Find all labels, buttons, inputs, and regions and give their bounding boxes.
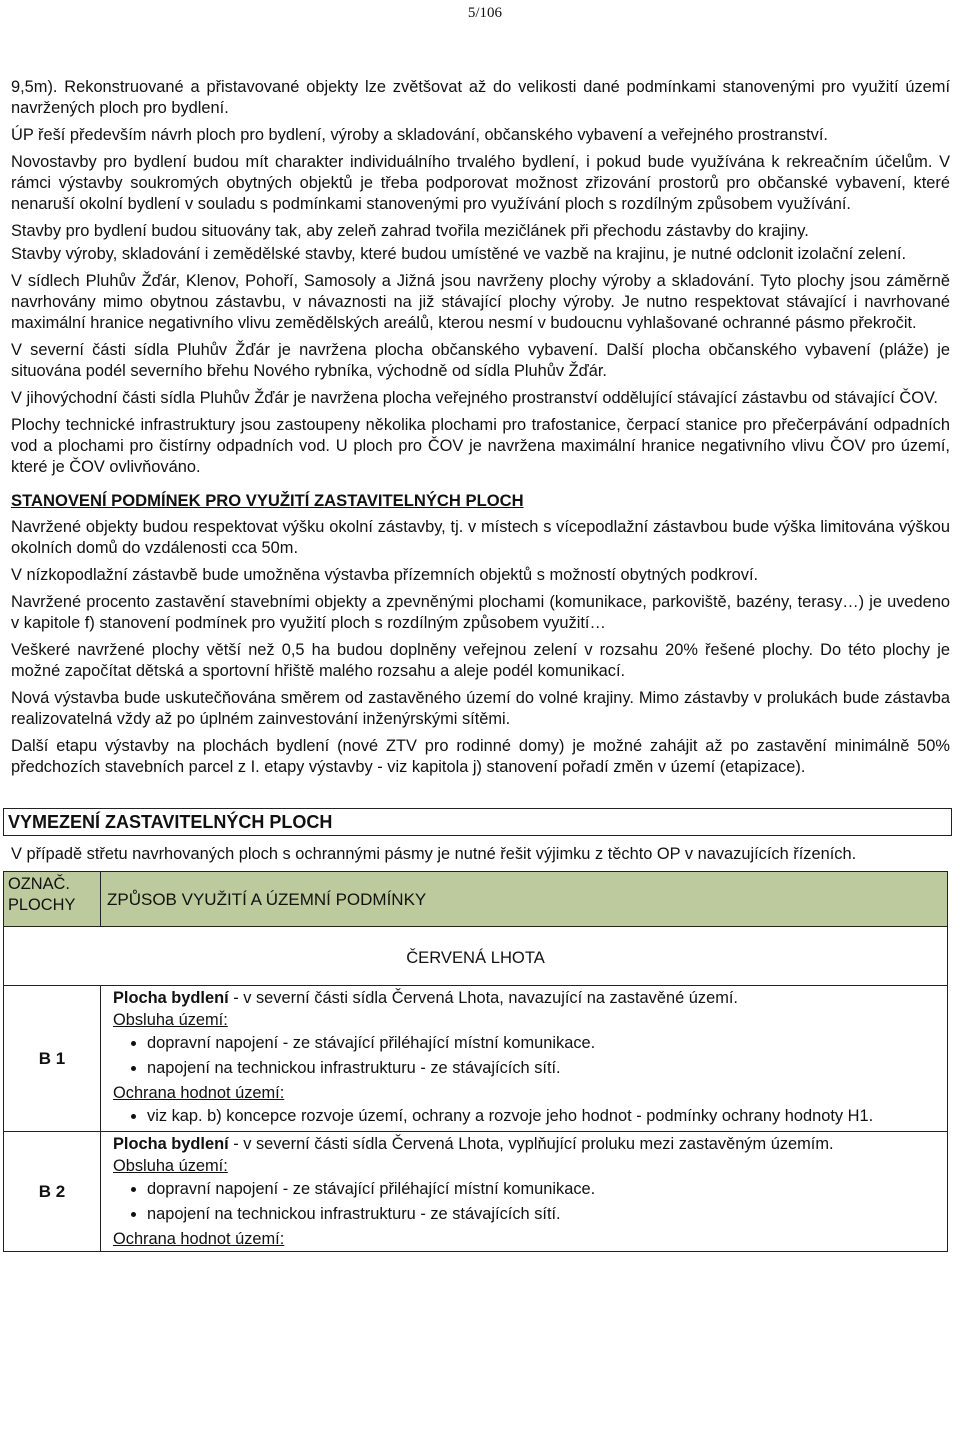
area-title-rest: - v severní části sídla Červená Lhota, navazující na zastavěné území. [228,989,738,1007]
boxed-heading: VYMEZENÍ ZASTAVITELNÝCH PLOCH [3,808,952,836]
protection-list [113,1106,939,1127]
list-item: • dopravní napojení - ze stávající přiléhající místní komunikace. [147,1033,939,1054]
list-item: • napojení na technickou infrastrukturu - ze stávajících sítí. [147,1204,939,1225]
page-content [8,77,950,1252]
paragraph: Navržené procento zastavění stavebními objekty a zpevněnými plochami (komunikace, parkoviště, bazény, terasy…) je uvedeno v kapitole f) stanovení podmínek pro využití ploch s rozdílným způsobem využití… [11,593,950,632]
paragraph: Navržené objekty budou respektovat výšku okolní zástavby, tj. v místech s vícepodlažní zástavbou bude výška limitována výškou okolních domů do vzdálenosti cca 50m. [11,518,950,557]
header-usage-cell: ZPŮSOB VYUŽITÍ A ÚZEMNÍ PODMÍNKY [101,872,948,927]
area-title [113,1134,939,1155]
list-item: • viz kap. b) koncepce rozvoje území, ochrany a rozvoje jeho hodnot - podmínky ochrany hodnoty H1. [147,1106,939,1127]
header-code-line1: OZNAČ. [8,875,70,893]
table-row [4,1132,948,1252]
area-code: B 1 [4,986,101,1132]
service-list [113,1033,939,1079]
area-title [113,988,939,1009]
area-title-bold: Plocha bydlení [113,1135,229,1153]
area-code: B 2 [4,1132,101,1252]
paragraph: Veškeré navržené plochy větší než 0,5 ha budou doplněny veřejnou zelení v rozsahu 20% řešené plochy. Do této plochy je možné započítat dětská a sportovní hřiště malého rozsahu a aleje podél komunikací. [11,641,950,680]
area-title-rest: - v severní části sídla Červená Lhota, vyplňující proluku mezi zastavěným územím. [228,1135,834,1153]
paragraph: Plochy technické infrastruktury jsou zastoupeny několika plochami pro trafostanice, čerpací stanice pro přečerpávání odpadních vod a plochami pro čistírny odpadních vod. U ploch pro ČOV je navržena maximální hranice negativního vlivu ČOV pro území, které je ČOV ovlivňováno. [11,416,950,476]
paragraph: Stavby pro bydlení budou situovány tak, aby zeleň zahrad tvořila mezičlánek při přechodu zástavby do krajiny. [11,222,809,240]
table-header-row [4,872,948,927]
header-code-line2: PLOCHY [8,896,76,914]
table-row [4,986,948,1132]
areas-table [3,871,948,1252]
paragraph: V jihovýchodní části sídla Pluhův Žďár je navržena plocha veřejného prostranství oddělující stávající zástavbu od stávající ČOV. [11,389,938,407]
table-section-row [4,927,948,986]
header-code-cell [4,872,101,927]
paragraph: 9,5m). Rekonstruované a přistavované objekty lze zvětšovat až do velikosti dané podmínkami stanovenými pro využití území navržených ploch pro bydlení. [11,78,950,117]
list-item: • napojení na technickou infrastrukturu - ze stávajících sítí. [147,1058,939,1079]
paragraph: Další etapu výstavby na plochách bydlení (nové ZTV pro rodinné domy) je možné zahájit až po zastavění minimálně 50% předchozích stavebních parcel z I. etapy výstavby - viz kapitola j) stanovení pořadí změn v území (etapizace). [11,737,950,776]
section-name: ČERVENÁ LHOTA [4,927,948,986]
list-item: • dopravní napojení - ze stávající přiléhající místní komunikace. [147,1179,939,1200]
paragraph: Nová výstavba bude uskutečňována směrem od zastavěného území do volné krajiny. Mimo zástavby v prolukách bude zástavba realizovatelná vždy až po úplném zainvestování inženýrskými sítěmi. [11,689,950,728]
paragraph: Novostavby pro bydlení budou mít charakter individuálního trvalého bydlení, i pokud bude využívána k rekreačním účelům. V rámci výstavby soukromých obytných objektů je třeba podporovat možnost zřizování prostorů pro občanské vybavení, které nenaruší okolní bydlení v souladu s podmínkami stanovenými pro využívání ploch s rozdílným způsobem využívání. [11,153,950,213]
paragraph: Stavby výroby, skladování i zemědělské stavby, které budou umístěné ve vazbě na krajinu, je nutné odclonit izolační zelení. [11,245,906,263]
paragraph: V sídlech Pluhův Žďár, Klenov, Pohoří, Samosoly a Jižná jsou navrženy plochy výroby a skladování. Tyto plochy jsou záměrně navrhovány mimo obytnou zástavbu, v návaznosti na již stávající plochy výroby. Je nutno respektovat stávající i navrhované maximální hranice negativního vlivu zemědělských areálů, kterou nesmí v budoucnu vyhlašované ochranné pásmo překročit. [11,272,950,332]
service-list [113,1179,939,1225]
area-title-bold: Plocha bydlení [113,989,229,1007]
service-label: Obsluha území: [113,1157,228,1175]
paragraph: ÚP řeší především návrh ploch pro bydlení, výroby a skladování, občanského vybavení a veřejného prostranství. [11,126,828,144]
area-description [101,1132,948,1252]
paragraph: V severní části sídla Pluhův Žďár je navržena plocha občanského vybavení. Další plocha občanského vybavení (pláže) je situována podél severního břehu Nového rybníka, východně od sídla Pluhův Žďár. [11,341,950,380]
paragraph: V nízkopodlažní zástavbě bude umožněna výstavba přízemních objektů s možností obytných podkroví. [11,566,759,584]
service-label: Obsluha území: [113,1011,228,1029]
protection-label: Ochrana hodnot území: [113,1084,285,1102]
section-heading: STANOVENÍ PODMÍNEK PRO VYUŽITÍ ZASTAVITELNÝCH PLOCH [11,491,524,510]
protection-label: Ochrana hodnot území: [113,1230,285,1248]
intro-paragraph: V případě střetu navrhovaných ploch s ochrannými pásmy je nutné řešit výjimku z těchto OP v navazujících řízeních. [11,845,857,863]
page-number: 5/106 [467,5,502,21]
area-description [101,986,948,1132]
